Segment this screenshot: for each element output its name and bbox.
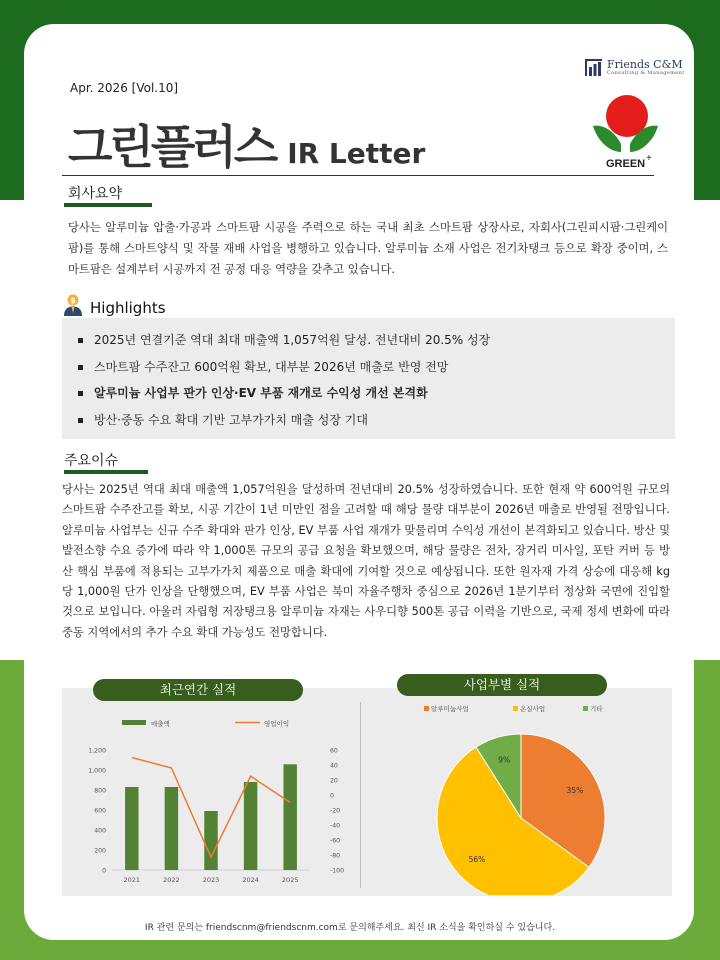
y-tick-left: 600 bbox=[94, 807, 106, 815]
highlight-item: 스마트팜 수주잔고 600억원 확보, 대부분 2026년 매출로 반영 전망 bbox=[78, 354, 490, 381]
legend-swatch bbox=[513, 706, 518, 711]
x-tick-label: 2024 bbox=[242, 876, 259, 884]
y-tick-left: 400 bbox=[94, 827, 106, 835]
brand-logo bbox=[585, 59, 685, 76]
summary-heading: 회사요약 bbox=[68, 186, 123, 202]
pie-value-label: 56% bbox=[468, 854, 486, 864]
legend-swatch bbox=[424, 706, 429, 711]
y-tick-left: 200 bbox=[94, 847, 106, 855]
highlight-item: 방산·중동 수요 확대 기반 고부가가치 매출 성장 기대 bbox=[78, 407, 490, 434]
money-person-icon bbox=[62, 294, 84, 316]
highlight-item: 알루미늄 사업부 판가 인상·EV 부품 재개로 수익성 개선 본격화 bbox=[78, 380, 490, 407]
segment-share-chart bbox=[368, 700, 668, 895]
svg-text:$: $ bbox=[70, 296, 76, 305]
sales-bar bbox=[125, 787, 138, 870]
legend-label: 기타 bbox=[590, 705, 603, 713]
footer-contact: IR 관련 문의는 friendscnm@friendscnm.com로 문의해주세요. 최신 IR 소식을 확인하실 수 있습니다. bbox=[144, 923, 556, 933]
pie-value-label: 9% bbox=[498, 755, 511, 765]
segment-chart-title: 사업부별 실적 bbox=[397, 674, 607, 696]
sales-bar bbox=[165, 787, 178, 870]
y-tick-right: 40 bbox=[330, 762, 338, 770]
y-tick-left: 0 bbox=[102, 867, 106, 875]
issues-heading-bar bbox=[64, 470, 148, 474]
letter-name: IR Letter bbox=[287, 137, 426, 170]
legend-label-sales: 매출액 bbox=[151, 720, 170, 728]
y-tick-left: 1,200 bbox=[88, 747, 106, 755]
chart-divider bbox=[360, 702, 361, 888]
green-plus-logo bbox=[590, 94, 660, 172]
annual-performance-chart bbox=[70, 705, 355, 890]
highlights-heading: Highlights bbox=[90, 299, 166, 317]
y-tick-right: 20 bbox=[330, 777, 338, 785]
title-divider bbox=[62, 175, 654, 176]
y-tick-right: -60 bbox=[330, 837, 341, 845]
sales-bar bbox=[244, 782, 257, 870]
logo-text: GREEN bbox=[606, 158, 646, 170]
svg-text:+: + bbox=[646, 153, 652, 164]
brand-subtitle: Consulting & Management bbox=[607, 70, 685, 76]
legend-label-op: 영업이익 bbox=[264, 720, 290, 728]
highlights-list bbox=[78, 327, 490, 433]
page-title bbox=[68, 111, 426, 174]
x-tick-label: 2021 bbox=[123, 876, 141, 884]
y-tick-left: 1,000 bbox=[88, 767, 106, 775]
x-tick-label: 2022 bbox=[163, 876, 180, 884]
x-tick-label: 2025 bbox=[281, 876, 299, 884]
pie-value-label: 35% bbox=[566, 786, 584, 796]
y-tick-right: -40 bbox=[330, 822, 341, 830]
legend-label: 온실사업 bbox=[520, 705, 546, 713]
y-tick-left: 800 bbox=[94, 787, 106, 795]
summary-text: 당사는 알루미늄 압출·가공과 스마트팜 시공을 주력으로 하는 국내 최초 스마트팜 상장사로, 자회사(그린피시팜·그린케이팜)를 통해 스마트양식 및 작물 재배 사업을 병행하고 있습니다. 알루미늄 소재 사업은 전기차탱크 등으로 확장 중이며, 스마트팜은 설계부터 시공까지 전 공정 대응 역량을 갖추고 있습니다. bbox=[68, 221, 668, 276]
y-tick-right: 60 bbox=[330, 747, 338, 755]
annual-chart-title: 최근연간 실적 bbox=[93, 679, 303, 701]
legend-label: 알루미늄사업 bbox=[431, 705, 469, 713]
issue-date: Apr. 2026 [Vol.10] bbox=[70, 81, 179, 95]
x-tick-label: 2023 bbox=[202, 876, 220, 884]
legend-swatch bbox=[583, 706, 588, 711]
legend-swatch-sales bbox=[122, 720, 146, 725]
brand-name: Friends C&M bbox=[607, 58, 683, 71]
company-name: 그린플러스 bbox=[68, 120, 276, 174]
highlight-item: 2025년 연결기준 역대 최대 매출액 1,057억원 달성. 전년대비 20.5% 성장 bbox=[78, 327, 490, 354]
sales-bar bbox=[204, 811, 217, 870]
issues-text: 당사는 2025년 역대 최대 매출액 1,057억원을 달성하며 전년대비 20.5% 성장하였습니다. 또한 현재 약 600억원 규모의 스마트팜 수주잔고를 확보, 시공 기간이 1년 미만인 점을 고려할 때 해당 물량 대부분이 2026년 매출로 반영될 전망입니다. 알루미늄 사업부는 신규 수주 확대와 판가 인상, EV 부품 사업 재개가 맞물리며 수익성 개선이 본격화되고 있습니다. 방산 및 발전소향 수요 증가에 따라 약 1,000톤 규모의 공급 요청을 확보했으며, 해당 물량은 전차, 장거리 미사일, 포탄 커버 등 방산 핵심 부품에 적용되는 고부가가치 제품으로 매출 확대에 기여할 것으로 예상됩니다. 또한 원자재 가격 상승에 대응해 kg당 1,000원 단가 인상을 단행했으며, EV 부품 사업은 북미 자율주행차 중심으로 2026년 1분기부터 정상화 국면에 진입할 것으로 보입니다. 아울러 자립형 저장탱크용 알루미늄 자재는 사우디향 500톤 공급 이력을 기반으로, 국제 정세 변화에 따라 중동 지역에서의 추가 수요 확대 가능성도 전망합니다. bbox=[62, 483, 670, 639]
bar-chart-icon bbox=[585, 59, 602, 76]
y-tick-right: 0 bbox=[330, 792, 334, 800]
summary-heading-bar bbox=[64, 203, 152, 207]
y-tick-right: -20 bbox=[330, 807, 341, 815]
sales-bar bbox=[283, 764, 296, 870]
y-tick-right: -80 bbox=[330, 852, 341, 860]
issues-heading: 주요이슈 bbox=[64, 453, 119, 469]
y-tick-right: -100 bbox=[330, 867, 345, 875]
